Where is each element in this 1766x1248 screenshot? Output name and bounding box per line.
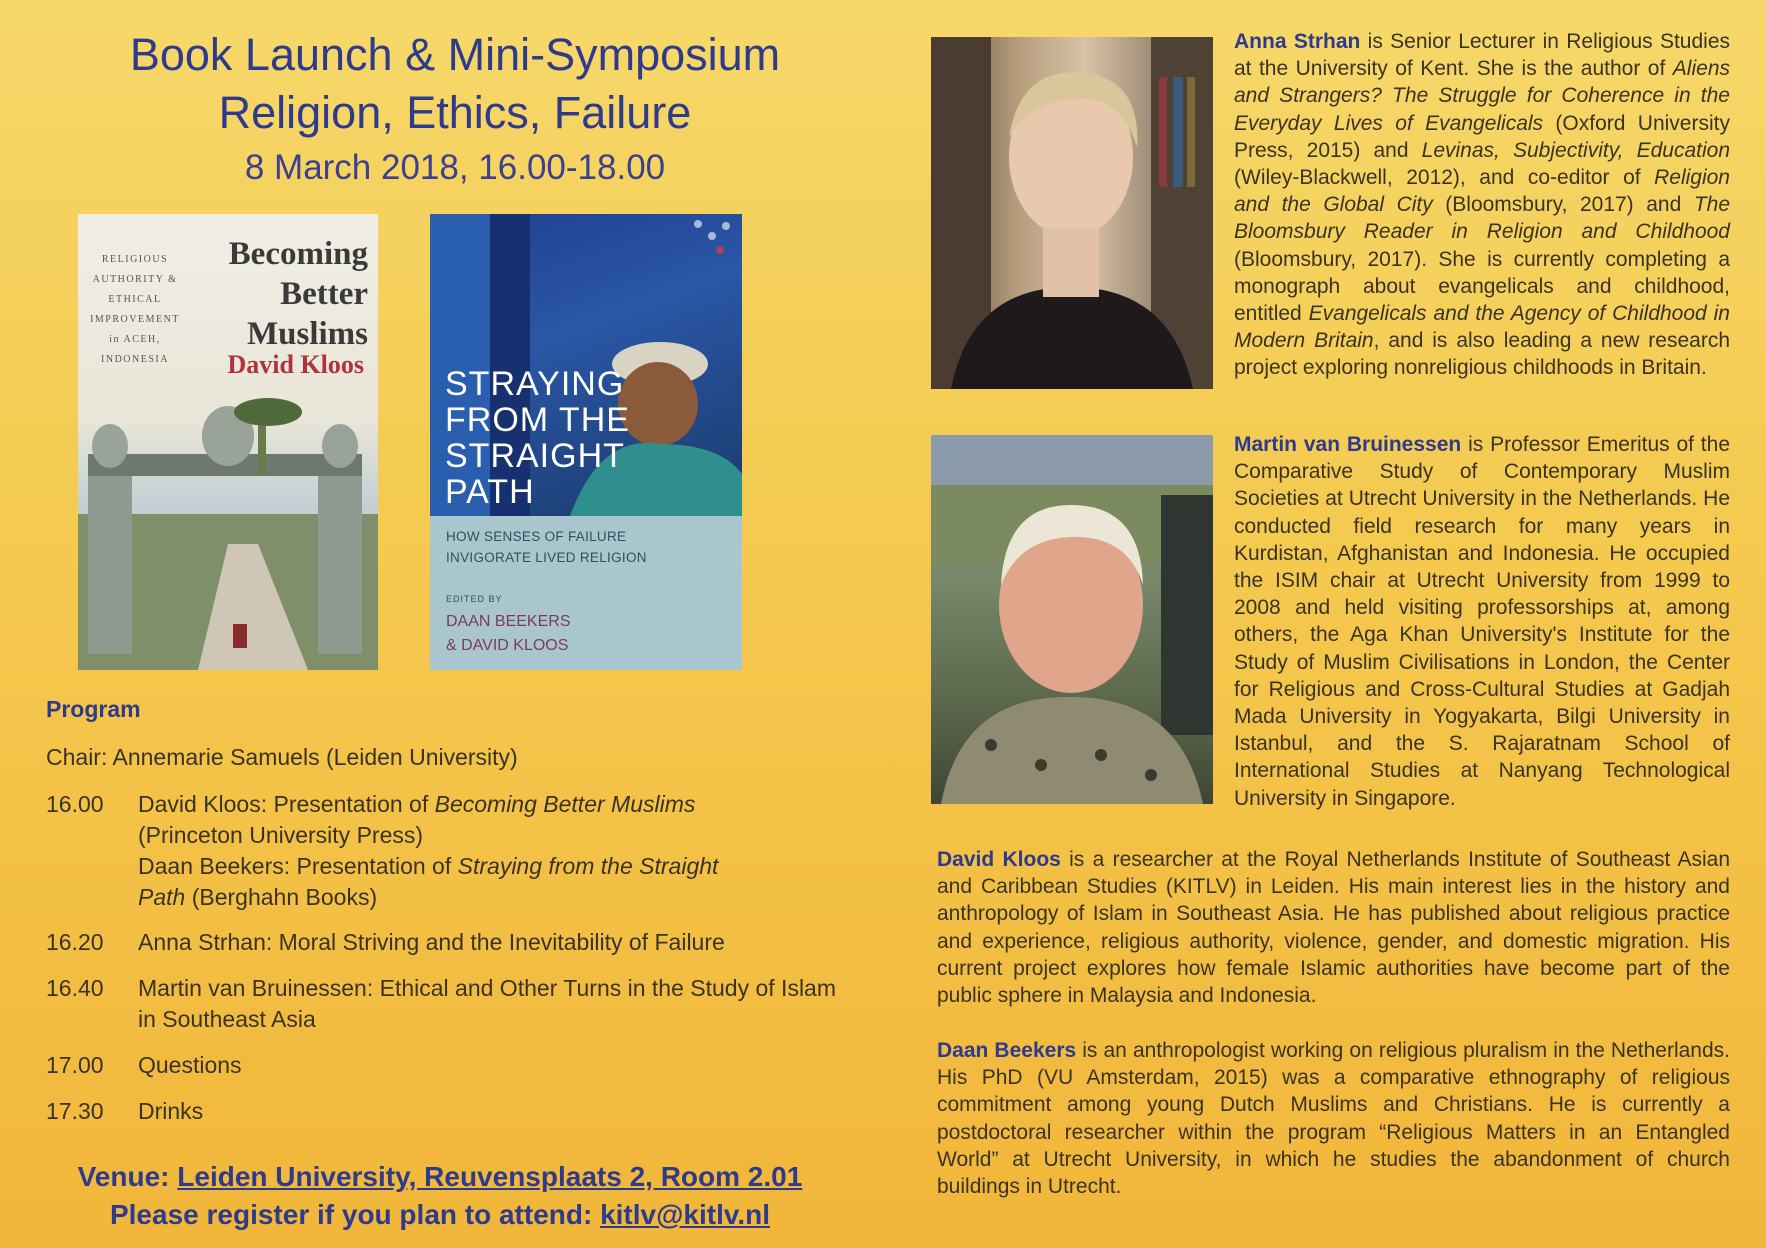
book2-editor-2: & DAVID KLOOS (446, 637, 569, 654)
program-time: 17.30 (46, 1098, 104, 1124)
event-date: 8 March 2018, 16.00-18.00 (244, 148, 666, 187)
program-time: 17.00 (46, 1052, 104, 1078)
program-text: Drinks (138, 1098, 204, 1124)
bio-name: David Kloos (937, 848, 1061, 871)
anna-portrait-illustration (931, 37, 1213, 389)
venue-link[interactable]: Leiden University, Reuvensplaats 2, Room 2.01 (177, 1161, 803, 1192)
gate-illustration (78, 394, 378, 670)
book2-editors (446, 610, 570, 658)
bio-david-kloos: David Kloos is a researcher at the Royal Netherlands Institute of Southeast Asian and Caribbean Studies (KITLV) in Leiden. His main interest lies in the history and anthropology of Islam in Southeast Asia. He has published about religious practice and experience, religious authority, violence, gender, and domestic migration. His current project explores how female Islamic authorities have become part of the public sphere in Malaysia and Indonesia. (937, 848, 1730, 1008)
register-text: Please register if you plan to attend: (109, 1199, 601, 1230)
bio-daan-beekers: Daan Beekers is an anthropologist working on religious pluralism in the Netherlands. His PhD (VU Amsterdam, 2015) was a comparative ethnography of religious commitment among young Dutch Muslims and Christians. He is currently a postdoctoral researcher within the program “Religious Matters in an Entangled World” at Utrecht University, in which he studies the abandonment of church buildings in Utrecht. (937, 1039, 1730, 1199)
book2-title: STRAYING FROM THE STRAIGHT PATH (445, 365, 630, 511)
martin-van-bruinessen-photo (931, 435, 1213, 804)
book2-subtitle: HOW SENSES OF FAILURE INVIGORATE LIVED RELIGION (446, 529, 647, 565)
event-subtitle: Religion, Ethics, Failure (218, 87, 692, 138)
book-cover-straying-from-the-straight-path (430, 214, 742, 670)
book1-title: Becoming Better Muslims (228, 236, 368, 352)
book1-side-text: RELIGIOUS AUTHORITY & ETHICAL IMPROVEMENT in ACEH, INDONESIA (90, 254, 180, 365)
book1-author: David Kloos (227, 350, 364, 379)
event-title: Book Launch & Mini-Symposium (129, 29, 781, 80)
bio-name: Anna Strhan (1234, 30, 1361, 53)
bio-name: Martin van Bruinessen (1234, 433, 1462, 456)
program-heading: Program (46, 696, 141, 722)
event-header (30, 26, 880, 194)
book2-editor-1: DAAN BEEKERS (446, 613, 571, 630)
anna-strhan-photo (931, 37, 1213, 389)
program-text: Questions (138, 1052, 242, 1078)
martin-portrait-illustration (931, 435, 1213, 804)
book2-edited-by: EDITED BY (446, 594, 503, 604)
book-cover-becoming-better-muslims (78, 214, 378, 670)
bio-name: Daan Beekers (937, 1039, 1077, 1062)
program-time: 16.20 (46, 929, 104, 955)
program-time: 16.00 (46, 791, 104, 817)
venue-label: Venue: (77, 1161, 178, 1192)
program-text: David Kloos: Presentation of Becoming Better Muslims (Princeton University Press) Daan Beekers: Presentation of Straying from the Straight Path (Berghahn Books) (138, 791, 719, 910)
bio-martin-van-bruinessen: Martin van Bruinessen is Professor Emeritus of the Comparative Study of Contemporary Muslim Societies at Utrecht University in the Netherlands. He conducted field research for many years in Kurdistan, Afghanistan and Indonesia. He occupied the ISIM chair at Utrecht University from 1999 to 2008 and held visiting professorships at, among others, the Aga Khan University's Institute for the Study of Muslim Civilisations in London, the Center for Religious and Cross-Cultural Studies at Gadjah Mada University in Yogyakarta, Bilgi University in Istanbul, and the S. Rajaratnam School of International Studies at Nanyang Technological University in Singapore. (1234, 433, 1730, 810)
program-text: Martin van Bruinessen: Ethical and Other Turns in the Study of Islam in Southeast Asia (138, 975, 837, 1032)
program-chair: Chair: Annemarie Samuels (Leiden University) (46, 744, 518, 770)
venue-info (40, 1158, 840, 1234)
bio-anna-strhan: Anna Strhan is Senior Lecturer in Religious Studies at the University of Kent. She is the author of Aliens and Strangers? The Struggle for Coherence in the Everyday Lives of Evangelicals (Oxford University Press, 2015) and Levinas, Subjectivity, Education (Wiley-Blackwell, 2012), and co-editor of Religion and the Global City (Bloomsbury, 2017) and The Bloomsbury Reader in Religion and Childhood (Bloomsbury, 2017). She is currently completing a monograph about evangelicals and childhood, entitled Evangelicals and the Agency of Childhood in Modern Britain, and is also leading a new research project exploring nonreligious childhoods in Britain. (1234, 30, 1731, 380)
program-text: Anna Strhan: Moral Striving and the Inevitability of Failure (138, 929, 725, 955)
register-email-link[interactable]: kitlv@kitlv.nl (600, 1199, 771, 1230)
program-time: 16.40 (46, 975, 104, 1001)
